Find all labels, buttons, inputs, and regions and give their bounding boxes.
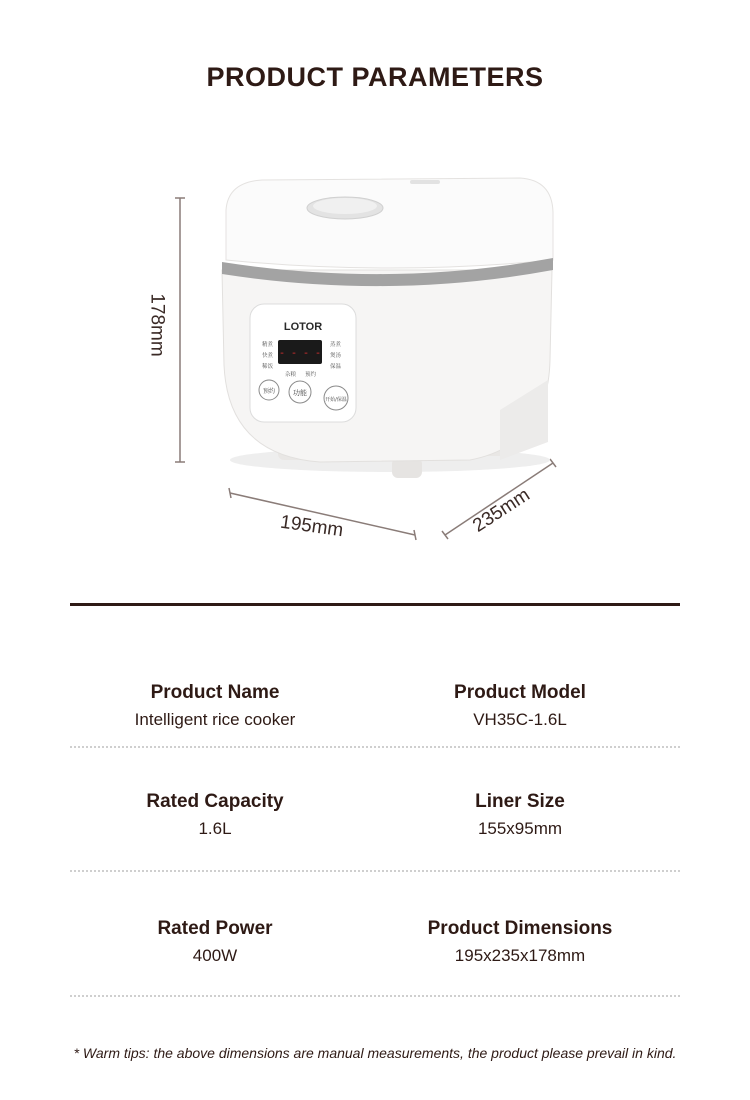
warm-tip-note: * Warm tips: the above dimensions are manual measurements, the product please prevail in kind. [73, 1045, 677, 1061]
spec-label: Rated Capacity [146, 791, 284, 812]
spec-cell [370, 682, 670, 730]
panel-label: 精煮 [262, 342, 274, 348]
panel-label: 稀饭 [262, 364, 274, 370]
panel-label: 蒸煮 [330, 342, 342, 348]
spec-cell [370, 791, 670, 839]
row-separator [70, 870, 680, 872]
spec-value: Intelligent rice cooker [134, 710, 296, 729]
section-divider [70, 603, 680, 606]
display-digits: - - - - [278, 349, 322, 360]
panel-label: 预约 [305, 372, 317, 378]
spec-value: 195x235x178mm [454, 946, 586, 965]
panel-label: 煲汤 [330, 353, 342, 359]
brand-logo: LOTOR [283, 321, 323, 333]
spec-cell [370, 918, 670, 966]
width-label: 195mm [278, 511, 345, 542]
spec-cell [70, 682, 360, 730]
height-dimension-line [175, 198, 185, 462]
panel-label: 保温 [330, 364, 342, 370]
spec-cell [70, 791, 360, 839]
row-separator [70, 746, 680, 748]
product-figure [0, 160, 750, 580]
spec-cell [70, 918, 360, 966]
panel-button-label: 功能 [293, 389, 307, 397]
spec-label: Product Name [150, 682, 280, 703]
spec-label: Rated Power [157, 918, 273, 939]
rice-cooker-illustration [0, 160, 750, 580]
row-separator [70, 995, 680, 997]
spec-label: Product Model [454, 682, 586, 703]
page-title: PRODUCT PARAMETERS [206, 62, 544, 92]
spec-value: 1.6L [198, 819, 232, 838]
panel-label: 杂粮 [285, 372, 297, 378]
spec-value: 400W [192, 946, 238, 965]
spec-value: VH35C-1.6L [473, 710, 567, 729]
depth-label: 235mm [469, 484, 534, 537]
spec-label: Liner Size [475, 791, 565, 812]
panel-button-label: 开始/保温 [325, 397, 347, 403]
panel-button-label: 预约 [262, 388, 276, 395]
spec-label: Product Dimensions [427, 918, 613, 939]
panel-label: 快煮 [262, 353, 274, 359]
height-label: 178mm [146, 293, 168, 357]
spec-value: 155x95mm [477, 819, 563, 838]
